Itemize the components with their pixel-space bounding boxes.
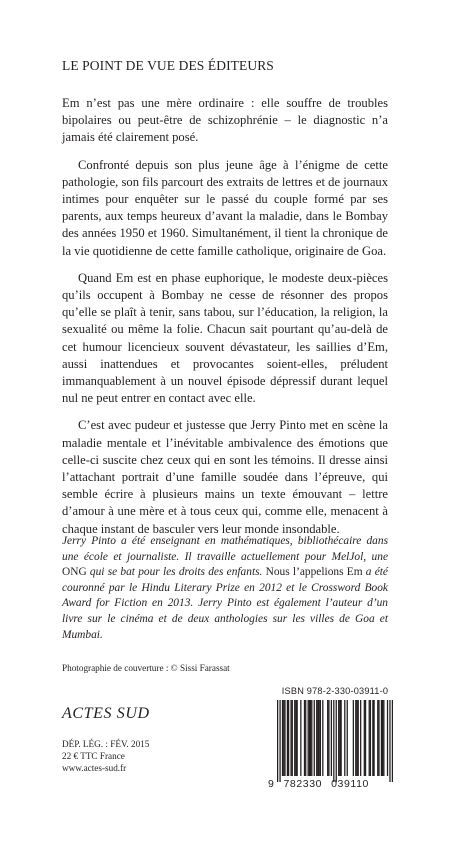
barcode-bar	[282, 700, 283, 776]
price: 22 € TTC France	[62, 751, 125, 762]
barcode-bar	[322, 700, 323, 776]
publisher-logo: ACTES SUD	[62, 705, 150, 722]
barcode-bar	[284, 700, 285, 776]
author-bio	[62, 534, 388, 643]
barcode-bar	[319, 700, 320, 776]
bio-text-3: a été couronné par le Hindu Literary Prize en 2012 et le Crossword Book Award for Fiction en 2013. Jerry Pinto est également l’auteur d’un livre sur le cinéma et de deux anthologies sur les villes de Goa et Mumbai.	[62, 566, 388, 641]
barcode-left-group: 782330	[283, 778, 323, 790]
barcode-bar	[277, 700, 278, 782]
barcode-bar	[292, 700, 293, 776]
barcode-bar	[310, 700, 311, 776]
barcode-bar	[339, 700, 340, 776]
barcode-bar	[373, 700, 374, 776]
barcode-bar	[372, 700, 373, 776]
barcode-bar	[294, 700, 295, 776]
barcode-bar	[369, 700, 370, 776]
barcode-bar	[370, 700, 371, 776]
barcode-bar	[305, 700, 306, 776]
barcode-bar	[381, 700, 382, 776]
barcode-bar	[360, 700, 361, 776]
barcode-bar	[314, 700, 315, 776]
barcode-bar	[300, 700, 301, 776]
bio-book-title: Nous l’appelions Em	[265, 566, 363, 579]
barcode-bar	[317, 700, 318, 776]
barcode-bar	[287, 700, 288, 776]
barcode	[277, 700, 393, 782]
barcode-bar	[304, 700, 305, 776]
barcode-bar	[383, 700, 384, 776]
blurb-paragraph-1: Em n’est pas une mère ordinaire : elle souffre de troubles bipolaires ou peut-être de schizophrénie – le diagnostic n’a jamais été clairement posé.	[62, 96, 388, 145]
legal-deposit: DÉP. LÉG. : FÉV. 2015	[62, 739, 150, 749]
barcode-bar	[336, 700, 337, 782]
barcode-bar	[344, 700, 345, 776]
barcode-bar	[295, 700, 296, 776]
barcode-bar	[279, 700, 280, 782]
barcode-bar	[382, 700, 383, 776]
bio-ong: ONG	[62, 566, 87, 579]
barcode-digits	[268, 778, 396, 790]
barcode-bar	[378, 700, 379, 776]
barcode-bar	[283, 700, 284, 776]
blurb-paragraph-4: C’est avec pudeur et justesse que Jerry Pinto met en scène la maladie mentale et l’inévitable ambivalence des émotions que celle-ci suscite chez ceux qui en sont les témoins. Il dresse ainsi l’attachant portrait d’une famille soudée dans l’épreuve, qui semble écrire à plusieurs mains un texte émouvant – lettre d’amour à une mère et à tous ceux qui, comme elle, menacent à chaque instant de basculer vers leur monde insondable.	[62, 418, 388, 536]
website: www.actes-sud.fr	[62, 763, 127, 774]
blurb-paragraph-2: Confronté depuis son plus jeune âge à l’énigme de cette pathologie, son fils parcourt des extraits de lettres et de journaux intimes pour enquêter sur le passé du couple formé par ses parents, aux temps heureux d’avant la maladie, dans le Bombay des années 1950 et 1960. Simultanément, il tient la chronique de la vie quotidienne de cette famille catholique, originaire de Goa.	[62, 157, 388, 258]
barcode-bar	[358, 700, 359, 776]
isbn-label: ISBN 978-2-330-03911-0	[281, 686, 389, 696]
barcode-bar	[365, 700, 366, 776]
barcode-bar	[288, 700, 289, 776]
barcode-bar	[338, 700, 339, 776]
barcode-right-group: 039110	[331, 778, 369, 790]
bio-text-1: Jerry Pinto a été enseignant en mathématiques, bibliothécaire dans une école et journaliste. Il travaille actuellement pour MelJol, une	[62, 535, 388, 563]
photo-credit: Photographie de couverture : © Sissi Farassat	[62, 663, 230, 673]
legal-info	[62, 738, 149, 775]
barcode-bar	[320, 700, 321, 776]
barcode-bar	[297, 700, 298, 776]
barcode-bar	[355, 700, 356, 776]
barcode-bar	[347, 700, 348, 776]
barcode-bar	[308, 700, 309, 776]
barcode-bar	[356, 700, 357, 776]
barcode-bar	[316, 700, 317, 776]
blurb-paragraph-3: Quand Em est en phase euphorique, le modeste deux-pièces qu’ils occupent à Bombay ne cesse de résonner des propos qu’elle se plaît à tenir, sans tabou, sur l’éducation, la religion, la sexualité ou même la folie. Chacun sait pourtant qu’au-delà de cet humour licencieux souvent dévastateur, les saillies d’Em, aussi inattendues et provocantes soient-elles, préludent immanquablement à un nouvel épisode dépressif durant lequel nul ne peut entrer en contact avec elle.	[62, 270, 388, 406]
barcode-bar	[364, 700, 365, 776]
blurb-text	[62, 95, 388, 548]
barcode-bar	[328, 700, 329, 776]
barcode-bar	[331, 700, 332, 776]
barcode-bars	[277, 700, 393, 782]
barcode-bar	[311, 700, 312, 776]
section-title: LE POINT DE VUE DES ÉDITEURS	[62, 58, 274, 73]
barcode-bar	[389, 700, 390, 782]
barcode-bar	[353, 700, 354, 776]
bio-text-2: qui se bat pour les droits des enfants.	[86, 566, 266, 579]
barcode-bar	[290, 700, 291, 776]
barcode-bar	[309, 700, 310, 776]
barcode-bar	[392, 700, 393, 782]
barcode-first-digit: 9	[268, 778, 275, 790]
barcode-bar	[333, 700, 334, 782]
barcode-bar	[387, 700, 388, 776]
barcode-bar	[340, 700, 341, 776]
barcode-bar	[377, 700, 378, 776]
barcode-bar	[327, 700, 328, 776]
